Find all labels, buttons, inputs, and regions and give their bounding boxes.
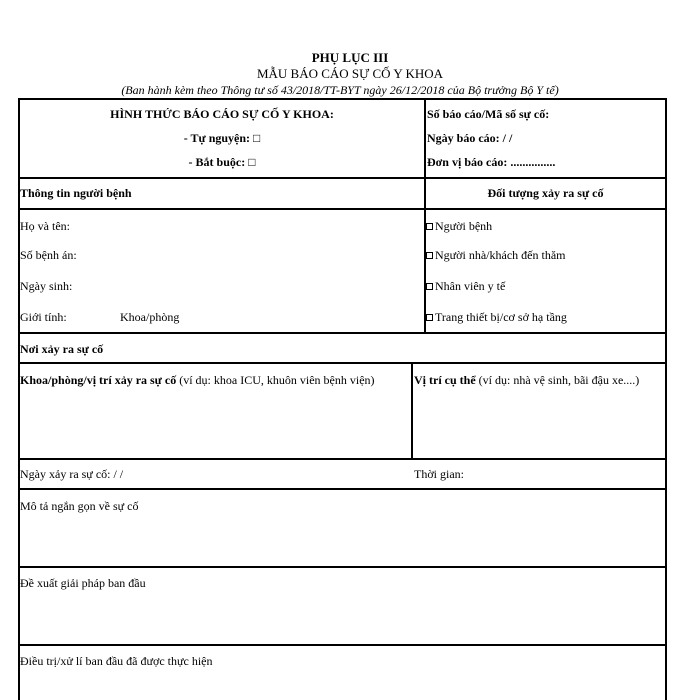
form-subtitle: (Ban hành kèm theo Thông tư số 43/2018/TT-BYT ngày 26/12/2018 của Bộ trưởng Bộ Y tế)	[121, 83, 559, 97]
table-border-right	[665, 98, 667, 700]
voluntary-option[interactable]: - Tự nguyện: □	[183, 131, 261, 145]
report-form-heading: HÌNH THỨC BÁO CÁO SỰ CỐ Y KHOA:	[110, 107, 334, 121]
incident-date-label: Ngày xảy ra sự cố: / /	[20, 467, 124, 481]
report-date-label: Ngày báo cáo: / /	[427, 131, 513, 145]
option-label: Người nhà/khách đến thăm	[435, 248, 566, 262]
patient-info-heading: Thông tin người bệnh	[20, 186, 132, 200]
record-number-label: Số bệnh án:	[20, 248, 77, 262]
checkbox-icon[interactable]	[426, 223, 433, 230]
checkbox-icon[interactable]	[426, 283, 433, 290]
subject-option-patient[interactable]	[426, 219, 492, 234]
row-divider-3	[18, 332, 667, 334]
subject-option-staff[interactable]	[426, 279, 505, 294]
row-divider-8	[18, 644, 667, 646]
reporting-unit-label: Đơn vị báo cáo: ...............	[427, 155, 556, 169]
specific-location-label: Vị trí cụ thể (ví dụ: nhà vệ sinh, bãi đậu xe....)	[414, 373, 640, 387]
checkbox-icon[interactable]	[426, 252, 433, 259]
report-number-label: Số báo cáo/Mã số sự cố:	[427, 107, 550, 121]
initial-treatment-label: Điều trị/xử lí ban đầu đã được thực hiện	[20, 654, 213, 668]
option-label: Nhân viên y tế	[435, 279, 506, 293]
incident-time-label: Thời gian:	[414, 467, 465, 481]
form-title: MẪU BÁO CÁO SỰ CỐ Y KHOA	[256, 66, 444, 81]
appendix-heading: PHỤ LỤC III	[311, 50, 389, 65]
mandatory-option[interactable]: - Bắt buộc: □	[188, 155, 256, 169]
row-divider-2	[18, 208, 667, 210]
checkbox-icon[interactable]	[426, 314, 433, 321]
dob-label: Ngày sinh:	[20, 279, 73, 293]
option-label: Người bệnh	[435, 219, 493, 233]
row-divider-5	[18, 458, 667, 460]
initial-solution-label: Đề xuất giải pháp ban đầu	[20, 576, 146, 590]
col-divider-top	[424, 98, 426, 334]
col-divider-location	[411, 362, 413, 460]
subject-heading: Đối tượng xảy ra sự cố	[487, 186, 604, 200]
row-divider-6	[18, 488, 667, 490]
patient-name-label: Họ và tên:	[20, 219, 70, 233]
row-divider-4	[18, 362, 667, 364]
department-location-label: Khoa/phòng/vị trí xảy ra sự cố (ví dụ: khoa ICU, khuôn viên bệnh viện)	[20, 373, 375, 387]
row-divider-1	[18, 177, 667, 179]
table-border-top	[18, 98, 667, 100]
incident-description-label: Mô tả ngắn gọn về sự cố	[20, 499, 139, 513]
option-label: Trang thiết bị/cơ sở hạ tầng	[435, 310, 567, 324]
subject-option-visitor[interactable]	[426, 248, 565, 263]
location-heading: Nơi xảy ra sự cố	[20, 342, 104, 356]
row-divider-7	[18, 566, 667, 568]
department-label: Khoa/phòng	[120, 310, 180, 324]
subject-option-equipment[interactable]	[426, 310, 567, 325]
gender-label: Giới tính:	[20, 310, 67, 324]
